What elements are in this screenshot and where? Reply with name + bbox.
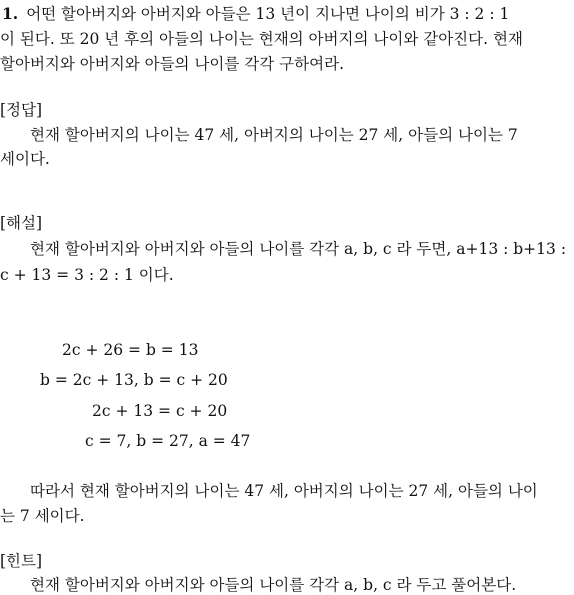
solution-heading: [해설]: [0, 214, 43, 232]
hint-line-1: 현재 할아버지와 아버지와 아들의 나이를 각각 a, b, c 라 두고 풀어본다.: [30, 576, 517, 594]
question-text-1: 어떤 할아버지와 아버지와 아들은 13 년이 지나면 나이의 비가 3 : 2 : 1: [26, 5, 510, 23]
equation-2: b = 2c + 13, b = c + 20: [40, 371, 228, 389]
answer-heading: [정답]: [0, 101, 43, 119]
hint-heading: [힌트]: [0, 552, 43, 570]
equation-1: 2c + 26 = b = 13: [62, 341, 199, 359]
question-number: 1.: [2, 4, 19, 23]
answer-line-2: 세이다.: [0, 150, 50, 168]
solution-line-2: c + 13 = 3 : 2 : 1 이다.: [0, 266, 174, 284]
equation-4: c = 7, b = 27, a = 47: [85, 432, 251, 450]
conclusion-line-1: 따라서 현재 할아버지의 나이는 47 세, 아버지의 나이는 27 세, 아들의 나이: [30, 482, 538, 500]
answer-line-1: 현재 할아버지의 나이는 47 세, 아버지의 나이는 27 세, 아들의 나이는 7: [30, 126, 518, 144]
solution-line-1: 현재 할아버지와 아버지와 아들의 나이를 각각 a, b, c 라 두면, a+13 : b+13 :: [30, 240, 567, 258]
question-line-3: 할아버지와 아버지와 아들의 나이를 각각 구하여라.: [0, 55, 344, 73]
question-line-1: [2, 4, 509, 24]
question-line-2: 이 된다. 또 20 년 후의 아들의 나이는 현재의 아버지의 나이와 같아진다. 현재: [0, 30, 523, 48]
equation-3: 2c + 13 = c + 20: [92, 402, 228, 420]
conclusion-line-2: 는 7 세이다.: [0, 507, 85, 525]
